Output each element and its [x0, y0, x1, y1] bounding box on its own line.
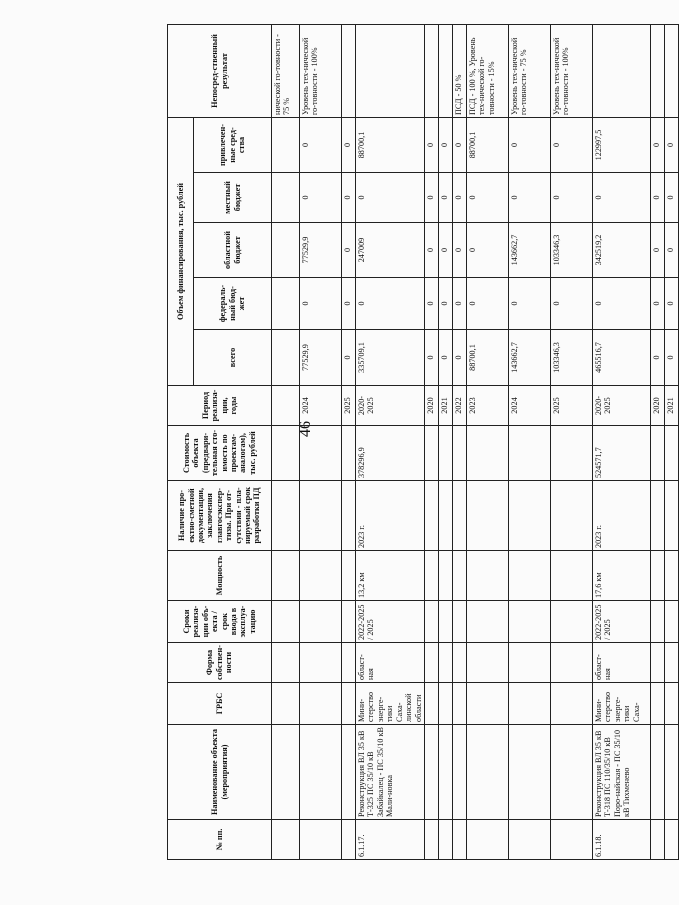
cell-ownership: област-ная	[356, 643, 425, 683]
cell-federal: 0	[356, 278, 425, 330]
cell-regional: 0	[342, 223, 356, 278]
table-row	[356, 24, 425, 859]
cell-capacity	[466, 551, 508, 601]
cell-num	[466, 820, 508, 860]
cell-cost	[424, 426, 438, 481]
cell-period: 2022	[452, 386, 466, 426]
cell-docs	[438, 481, 452, 551]
cell-regional: 0	[438, 223, 452, 278]
cell-period: 2025	[342, 386, 356, 426]
cell-period: 2020-2025	[592, 386, 650, 426]
cell-num	[272, 820, 300, 860]
cell-result	[438, 24, 452, 117]
cell-regional: 0	[466, 223, 508, 278]
cell-total: 0	[664, 330, 678, 386]
cell-docs	[664, 481, 678, 551]
cell-attracted: 0	[342, 117, 356, 172]
cell-period: 2025	[550, 386, 592, 426]
cell-name: Реконструкция ВЛ 35 кВ Т-325 ПС 35/10 кВ Забайкалец - ПС 35/10 кВ Мали-новка	[356, 725, 425, 820]
table-row	[508, 24, 550, 859]
cell-grbs	[508, 683, 550, 725]
cell-cost	[342, 426, 356, 481]
cell-ownership	[550, 643, 592, 683]
cell-docs	[424, 481, 438, 551]
cell-ownership: област-ная	[592, 643, 650, 683]
cell-ownership	[300, 643, 342, 683]
table-row	[550, 24, 592, 859]
cell-result	[650, 24, 664, 117]
cell-attracted: 0	[452, 117, 466, 172]
cell-capacity	[508, 551, 550, 601]
cell-name: Реконструкция ВЛ 35 кВ Т-318 ПС 110/35/10 кВ Поро-найская - ПС 35/10 кВ Тихменево	[592, 725, 650, 820]
cell-terms	[452, 601, 466, 643]
cell-total: 465516,7	[592, 330, 650, 386]
cell-name	[300, 725, 342, 820]
cell-result: нической го-товности - 75 %	[272, 24, 300, 117]
cell-result	[342, 24, 356, 117]
cell-num	[424, 820, 438, 860]
cell-total: 0	[424, 330, 438, 386]
header-funding: Объем финансирования, тыс. рублей	[168, 117, 194, 385]
cell-num	[438, 820, 452, 860]
cell-terms	[650, 601, 664, 643]
cell-attracted	[272, 117, 300, 172]
cell-period: 2024	[508, 386, 550, 426]
cell-regional: 342519,2	[592, 223, 650, 278]
table-row	[438, 24, 452, 859]
cell-total: 143662,7	[508, 330, 550, 386]
cell-federal: 0	[452, 278, 466, 330]
cell-grbs: Мини-стерство энерге-тики Саха-	[592, 683, 650, 725]
cell-docs	[272, 481, 300, 551]
cell-regional: 0	[664, 223, 678, 278]
header-docs: Наличие про-ектно-сметной документации, заключения главгосэкспер-тизы. При от-сутствии - пла-нируемый срок разработки ПД	[168, 481, 272, 551]
cell-name	[452, 725, 466, 820]
cell-num: 6.1.17.	[356, 820, 425, 860]
header-num: № пп.	[168, 820, 272, 860]
cell-regional: 0	[424, 223, 438, 278]
cell-cost	[664, 426, 678, 481]
cell-name	[272, 725, 300, 820]
cell-cost: 378296,9	[356, 426, 425, 481]
cell-grbs	[438, 683, 452, 725]
cell-cost	[550, 426, 592, 481]
cell-cost	[438, 426, 452, 481]
cell-total: 0	[342, 330, 356, 386]
table-row	[650, 24, 664, 859]
cell-attracted: 0	[664, 117, 678, 172]
cell-total	[272, 330, 300, 386]
cell-docs: 2023 г.	[356, 481, 425, 551]
cell-local: 0	[356, 173, 425, 223]
cell-local: 0	[342, 173, 356, 223]
header-terms: Сроки реализа-ции объ-екта / срок ввода в эксплуа-тацию	[168, 601, 272, 643]
cell-result: ПСД - 100 %, Уровень тех-нической го-товности - 15%	[466, 24, 508, 117]
cell-period: 2020	[650, 386, 664, 426]
cell-num	[650, 820, 664, 860]
cell-docs	[300, 481, 342, 551]
cell-attracted: 0	[508, 117, 550, 172]
cell-local: 0	[300, 173, 342, 223]
cell-federal: 0	[664, 278, 678, 330]
cell-capacity	[300, 551, 342, 601]
cell-result	[424, 24, 438, 117]
cell-local: 0	[664, 173, 678, 223]
cell-terms	[550, 601, 592, 643]
table-row	[342, 24, 356, 859]
cell-local: 0	[466, 173, 508, 223]
table-body	[272, 24, 679, 859]
table-row	[300, 24, 342, 859]
cell-grbs	[424, 683, 438, 725]
cell-regional: 103346,3	[550, 223, 592, 278]
cell-terms	[664, 601, 678, 643]
cell-federal: 0	[592, 278, 650, 330]
cell-docs	[342, 481, 356, 551]
cell-total: 0	[650, 330, 664, 386]
cell-num	[664, 820, 678, 860]
cell-terms	[300, 601, 342, 643]
cell-grbs	[452, 683, 466, 725]
cell-num	[452, 820, 466, 860]
cell-capacity	[272, 551, 300, 601]
cell-local: 0	[508, 173, 550, 223]
cell-attracted: 0	[438, 117, 452, 172]
cell-terms	[272, 601, 300, 643]
cell-total: 77529,9	[300, 330, 342, 386]
cell-attracted: 88700,1	[466, 117, 508, 172]
cell-total: 0	[452, 330, 466, 386]
cell-cost	[466, 426, 508, 481]
cell-capacity	[664, 551, 678, 601]
cell-attracted: 88700,1	[356, 117, 425, 172]
table-row	[272, 24, 300, 859]
cell-name	[550, 725, 592, 820]
cell-attracted: 0	[650, 117, 664, 172]
cell-federal: 0	[300, 278, 342, 330]
cell-grbs	[272, 683, 300, 725]
cell-grbs	[650, 683, 664, 725]
cell-federal: 0	[438, 278, 452, 330]
cell-cost	[650, 426, 664, 481]
cell-federal	[272, 278, 300, 330]
table-row	[452, 24, 466, 859]
cell-local: 0	[424, 173, 438, 223]
cell-period: 2020-2025	[356, 386, 425, 426]
cell-name	[438, 725, 452, 820]
header-name: Наименование объекта (мероприятия)	[168, 725, 272, 820]
cell-num	[508, 820, 550, 860]
cell-cost: 524571,7	[592, 426, 650, 481]
cell-regional	[272, 223, 300, 278]
cell-grbs	[300, 683, 342, 725]
cell-total: 335709,1	[356, 330, 425, 386]
cell-name	[508, 725, 550, 820]
cell-local: 0	[592, 173, 650, 223]
cell-capacity: 17,6 км	[592, 551, 650, 601]
cell-capacity	[452, 551, 466, 601]
cell-docs	[452, 481, 466, 551]
cell-name	[650, 725, 664, 820]
cell-period: 2023	[466, 386, 508, 426]
cell-cost	[508, 426, 550, 481]
cell-num	[342, 820, 356, 860]
cell-name	[424, 725, 438, 820]
cell-terms	[342, 601, 356, 643]
cell-local: 0	[438, 173, 452, 223]
header-period: Период реализа-ции, годы	[168, 386, 272, 426]
cell-total: 0	[438, 330, 452, 386]
cell-period: 2020	[424, 386, 438, 426]
cell-num: 6.1.18.	[592, 820, 650, 860]
cell-federal: 0	[550, 278, 592, 330]
cell-result: Уровень тех-нической го-товности - 75 %	[508, 24, 550, 117]
cell-name	[664, 725, 678, 820]
cell-name	[466, 725, 508, 820]
cell-local: 0	[650, 173, 664, 223]
cell-grbs	[342, 683, 356, 725]
cell-regional: 247009	[356, 223, 425, 278]
cell-ownership	[466, 643, 508, 683]
cell-result: ПСД - 50 %	[452, 24, 466, 117]
cell-local: 0	[550, 173, 592, 223]
cell-name	[342, 725, 356, 820]
cell-docs	[650, 481, 664, 551]
header-federal: федераль-ный бюд-жет	[194, 278, 272, 330]
cell-capacity	[650, 551, 664, 601]
header-cost: Стоимость объекта (предвари-тельная сто-имость по проектам-аналогам), тыс. рублей	[168, 426, 272, 481]
cell-capacity	[550, 551, 592, 601]
cell-grbs	[664, 683, 678, 725]
cell-grbs	[550, 683, 592, 725]
cell-federal: 0	[342, 278, 356, 330]
header-grbs: ГРБС	[168, 683, 272, 725]
header-attracted: привлечен-ные сред-ства	[194, 117, 272, 172]
page-number: 46	[297, 421, 314, 437]
cell-regional: 143662,7	[508, 223, 550, 278]
cell-result	[356, 24, 425, 117]
cell-cost	[300, 426, 342, 481]
cell-ownership	[664, 643, 678, 683]
cell-terms	[508, 601, 550, 643]
cell-period: 2021	[664, 386, 678, 426]
table-row	[592, 24, 650, 859]
cell-local: 0	[452, 173, 466, 223]
cell-ownership	[342, 643, 356, 683]
cell-federal: 0	[508, 278, 550, 330]
cell-grbs: Мини-стерство энерге-тики Саха-линской области	[356, 683, 425, 725]
cell-result: Уровень тех-нической го-товности - 100%	[550, 24, 592, 117]
cell-ownership	[272, 643, 300, 683]
cell-num	[550, 820, 592, 860]
cell-terms: 2022-2025 / 2025	[356, 601, 425, 643]
cell-result	[592, 24, 650, 117]
cell-terms	[438, 601, 452, 643]
header-capacity: Мощность	[168, 551, 272, 601]
table-row	[424, 24, 438, 859]
cell-capacity	[342, 551, 356, 601]
cell-federal: 0	[466, 278, 508, 330]
cell-capacity	[424, 551, 438, 601]
header-result: Непосред-ственный результат	[168, 24, 272, 117]
table-row	[664, 24, 678, 859]
cell-total: 88700,1	[466, 330, 508, 386]
cell-docs: 2023 г.	[592, 481, 650, 551]
rotated-table-wrapper	[167, 25, 675, 860]
cell-regional: 0	[650, 223, 664, 278]
cell-capacity: 13,2 км	[356, 551, 425, 601]
cell-regional: 0	[452, 223, 466, 278]
cell-ownership	[508, 643, 550, 683]
header-regional: областной бюджет	[194, 223, 272, 278]
cell-cost	[272, 426, 300, 481]
cell-attracted: 122997,5	[592, 117, 650, 172]
cell-cost	[452, 426, 466, 481]
cell-terms	[424, 601, 438, 643]
cell-docs	[508, 481, 550, 551]
header-local: местный бюджет	[194, 173, 272, 223]
cell-capacity	[438, 551, 452, 601]
cell-local	[272, 173, 300, 223]
cell-attracted: 0	[300, 117, 342, 172]
cell-federal: 0	[650, 278, 664, 330]
cell-ownership	[452, 643, 466, 683]
cell-ownership	[650, 643, 664, 683]
cell-result: Уровень тех-нической го-товности - 100%	[300, 24, 342, 117]
cell-federal: 0	[424, 278, 438, 330]
table-row	[466, 24, 508, 859]
cell-attracted: 0	[424, 117, 438, 172]
header-ownership: Форма собствен-ности	[168, 643, 272, 683]
cell-period	[272, 386, 300, 426]
funding-table	[167, 24, 679, 860]
cell-attracted: 0	[550, 117, 592, 172]
cell-docs	[550, 481, 592, 551]
cell-period: 2021	[438, 386, 452, 426]
header-total: всего	[194, 330, 272, 386]
cell-result	[664, 24, 678, 117]
cell-num	[300, 820, 342, 860]
cell-docs	[466, 481, 508, 551]
cell-terms	[466, 601, 508, 643]
cell-grbs	[466, 683, 508, 725]
cell-terms: 2022-2025 / 2025	[592, 601, 650, 643]
cell-ownership	[438, 643, 452, 683]
cell-total: 103346,3	[550, 330, 592, 386]
cell-ownership	[424, 643, 438, 683]
cell-period: 2024	[300, 386, 342, 426]
cell-regional: 77529,9	[300, 223, 342, 278]
